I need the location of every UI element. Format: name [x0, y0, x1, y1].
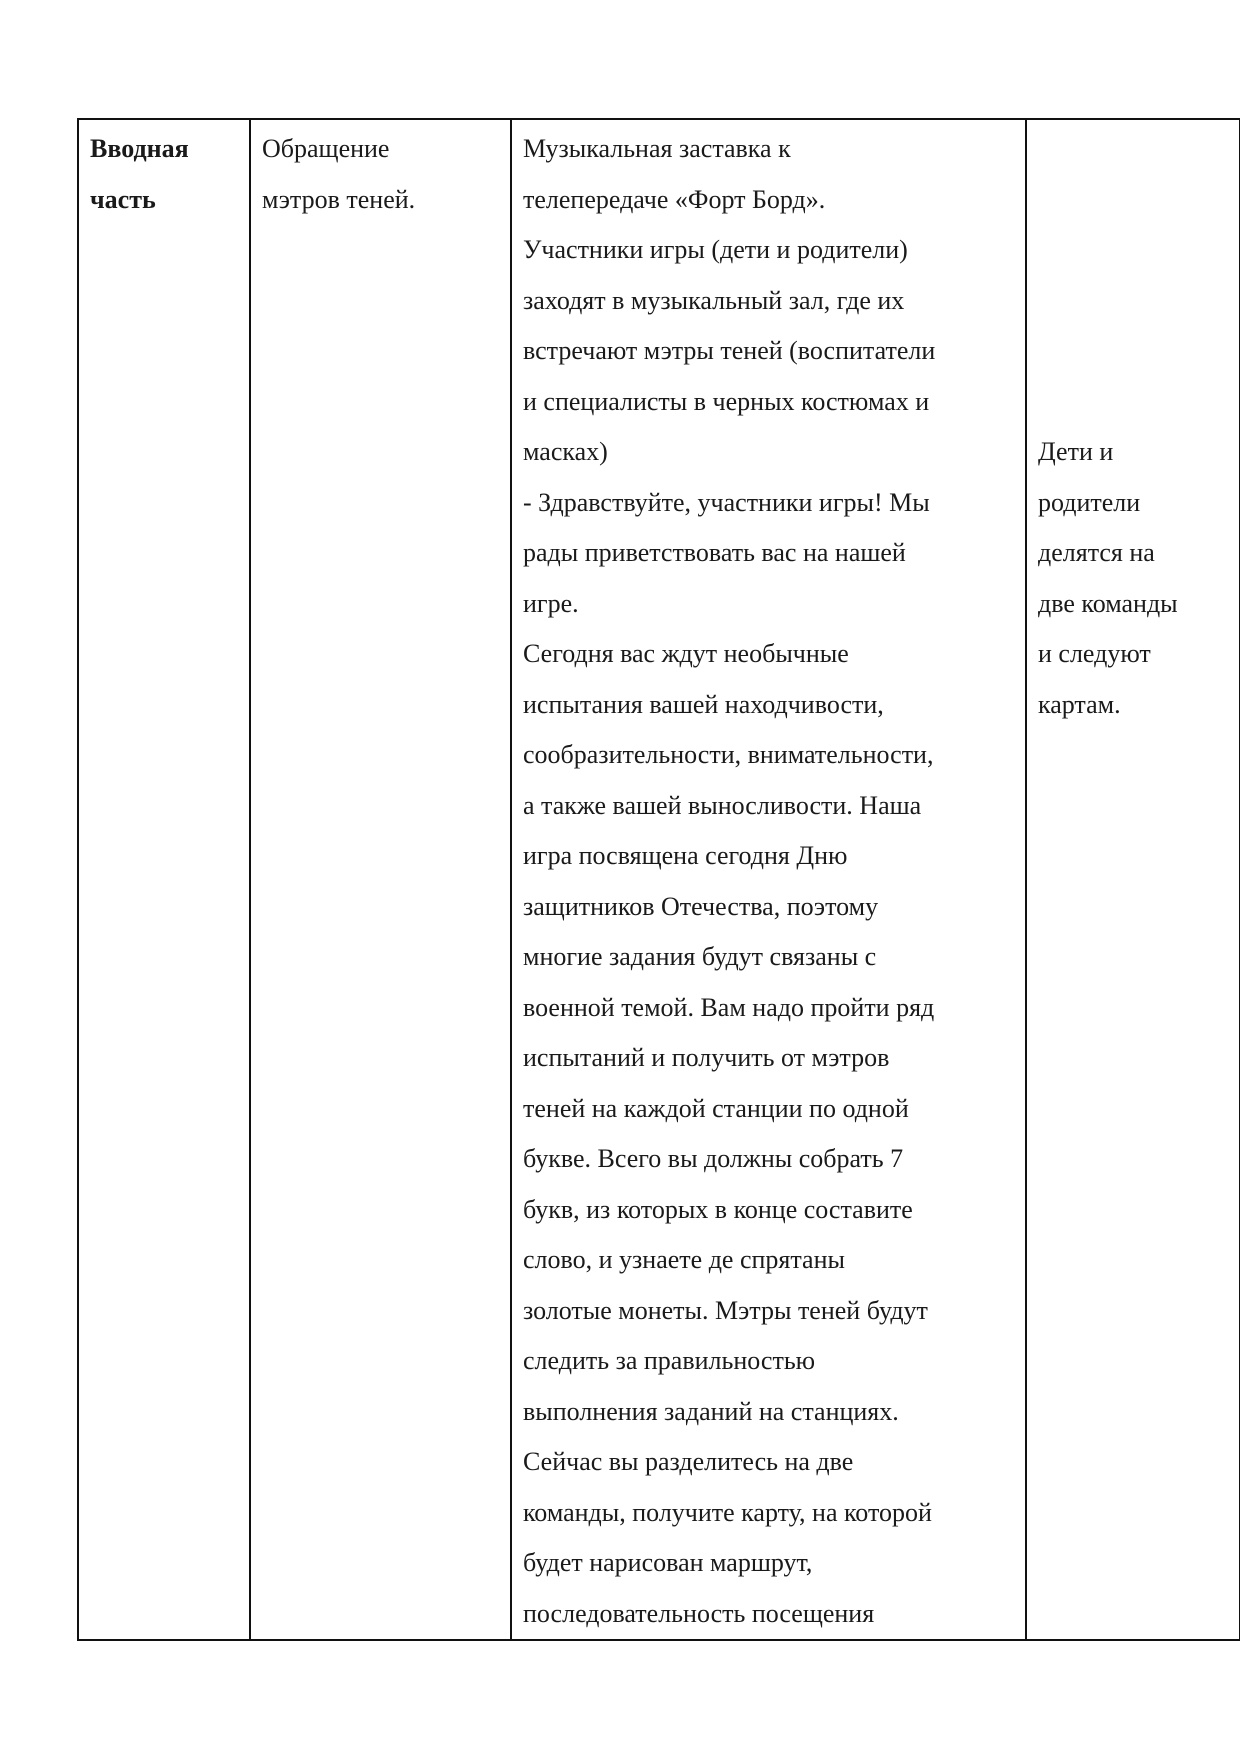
content-line: встречают мэтры теней (воспитатели [523, 336, 936, 365]
content-line: выполнения заданий на станциях. [523, 1396, 899, 1426]
participants-line: картам. [1038, 689, 1121, 719]
content-line: - Здравствуйте, участники игры! Мы [523, 487, 930, 517]
content-line: военной темой. Вам надо пройти ряд [523, 992, 935, 1022]
content-line: слово, и узнаете де спрятаны [523, 1245, 845, 1274]
content-line: телепередаче «Форт Борд». [523, 184, 826, 214]
document-table [77, 118, 1240, 1641]
participants-spacer [1038, 124, 1229, 427]
stage-line: Обращение [262, 134, 390, 163]
content-line: команды, получите карту, на которой [523, 1497, 932, 1527]
content-line: защитников Отечества, поэтому [523, 891, 879, 921]
participants-line: родители [1038, 487, 1141, 517]
content-line: масках) [523, 437, 608, 466]
content-line: рады приветствовать вас на нашей [523, 538, 906, 567]
content-line: испытания вашей находчивости, [523, 689, 884, 719]
participants-line: делятся на [1038, 538, 1155, 567]
content-line: заходят в музыкальный зал, где их [523, 285, 905, 315]
participants-line: и следуют [1038, 639, 1151, 668]
participants-cell [1026, 119, 1240, 1640]
content-line: следить за правильностью [523, 1346, 816, 1375]
content-line: а также вашей выносливости. Наша [523, 790, 922, 820]
content-line: игра посвящена сегодня Дню [523, 841, 848, 870]
section-line: Вводная [90, 134, 189, 163]
content-line: золотые монеты. Мэтры теней будут [523, 1295, 928, 1325]
content-line: сообразительности, внимательности, [523, 740, 934, 769]
content-line: игре. [523, 588, 579, 618]
stage-line: мэтров теней. [262, 184, 416, 214]
section-cell [78, 119, 250, 1640]
content-line: будет нарисован маршрут, [523, 1548, 813, 1577]
content-line: Участники игры (дети и родители) [523, 235, 908, 264]
content-line: испытаний и получить от мэтров [523, 1043, 890, 1072]
content-line: букве. Всего вы должны собрать 7 [523, 1144, 904, 1173]
table-row [78, 119, 1240, 1640]
section-line: часть [90, 184, 156, 214]
content-line: Сейчас вы разделитесь на две [523, 1447, 854, 1476]
content-line: теней на каждой станции по одной [523, 1093, 909, 1123]
content-cell [511, 119, 1026, 1640]
content-line: и специалисты в черных костюмах и [523, 386, 930, 416]
content-line: последовательность посещения [523, 1598, 875, 1628]
content-line: многие задания будут связаны с [523, 942, 877, 971]
content-line: Музыкальная заставка к [523, 134, 791, 163]
stage-cell [250, 119, 511, 1640]
participants-line: Дети и [1038, 437, 1114, 466]
participants-line: две команды [1038, 588, 1178, 618]
content-line: букв, из которых в конце составите [523, 1194, 913, 1224]
content-line: Сегодня вас ждут необычные [523, 639, 849, 668]
